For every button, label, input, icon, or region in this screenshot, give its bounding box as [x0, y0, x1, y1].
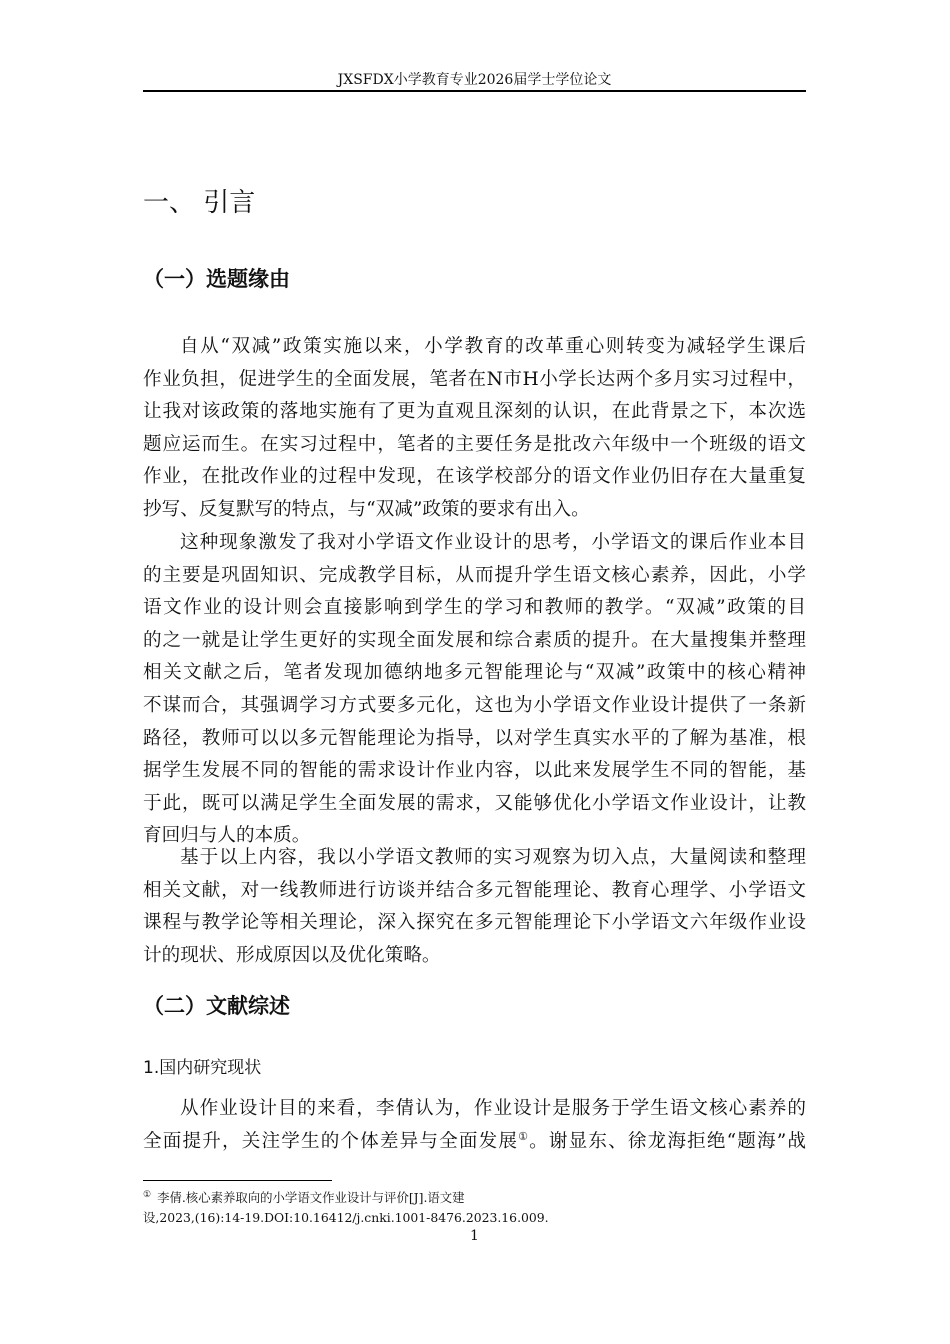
text-line: 作业负担，促进学生的全面发展，笔者在N市H小学长达两个多月实习过程中， — [143, 368, 806, 390]
footnote-text: 李倩.核心素养取向的小学语文作业设计与评价[J].语文建 — [157, 1190, 465, 1205]
page-number: 1 — [470, 1228, 479, 1244]
text-line: 题应运而生。在实习过程中，笔者的主要任务是批改六年级中一个班级的语文 — [143, 433, 806, 455]
text-line: 抄写、反复默写的特点，与“双减”政策的要求有出入。 — [143, 498, 590, 520]
text-line: 的主要是巩固知识、完成教学目标，从而提升学生语文核心素养，因此，小学 — [143, 564, 806, 586]
paragraph-topic-origin-2 — [143, 527, 806, 853]
footnote-mark: ① — [143, 1189, 152, 1200]
subsection-title-domestic-research: 1.国内研究现状 — [143, 1058, 262, 1078]
footnote — [143, 1188, 806, 1228]
text-line: 相关文献之后，笔者发现加德纳地多元智能理论与“双减”政策中的核心精神 — [143, 662, 806, 684]
footnote-line — [143, 1188, 806, 1208]
running-header: JXSFDX小学教育专业2026届学士学位论文 — [337, 72, 612, 88]
text-line: 育回归与人的本质。 — [143, 825, 311, 847]
text-line: 基于以上内容，我以小学语文教师的实习观察为切入点，大量阅读和整理 — [180, 847, 806, 868]
text-line: 计的现状、形成原因以及优化策略。 — [143, 944, 441, 966]
header-rule — [143, 90, 806, 92]
text-line: 语文作业的设计则会直接影响到学生的学习和教师的教学。“双减”政策的目 — [143, 597, 806, 619]
text-line: 课程与教学论等相关理论，深入探究在多元智能理论下小学语文六年级作业设 — [143, 912, 806, 934]
text-line: 不谋而合，其强调学习方式要多元化，这也为小学语文作业设计提供了一条新 — [143, 694, 806, 716]
text-line: 自从“双减”政策实施以来，小学教育的改革重心则转变为减轻学生课后 — [180, 336, 806, 357]
text-fragment: 全面提升，关注学生的个体差异与全面发展 — [143, 1130, 519, 1152]
section-title-literature-review: （二）文献综述 — [143, 994, 290, 1018]
paragraph-topic-origin-3 — [143, 842, 806, 972]
footnote-reference: ① — [518, 1129, 530, 1143]
section-title-topic-origin: （一）选题缘由 — [143, 267, 290, 291]
text-line: 路径，教师可以以多元智能理论为指导，以对学生真实水平的了解为基准，根 — [143, 727, 806, 749]
text-line: 相关文献，对一线教师进行访谈并结合多元智能理论、教育心理学、小学语文 — [143, 879, 806, 901]
text-line: 从作业设计目的来看，李倩认为，作业设计是服务于学生语文核心素养的 — [180, 1098, 806, 1119]
text-line: 的之一就是让学生更好的实现全面发展和综合素质的提升。在大量搜集并整理 — [143, 629, 806, 651]
text-line: 让我对该政策的落地实施有了更为直观且深刻的认识，在此背景之下，本次选 — [143, 401, 806, 423]
paragraph-topic-origin-1 — [143, 331, 806, 527]
text-fragment: 。谢显东、徐龙海拒绝“题海”战 — [529, 1130, 806, 1152]
paragraph-domestic-research — [143, 1093, 806, 1158]
text-line: 于此，既可以满足学生全面发展的需求，又能够优化小学语文作业设计，让教 — [143, 792, 806, 814]
text-line: 据学生发展不同的智能的需求设计作业内容，以此来发展学生不同的智能，基 — [143, 760, 806, 782]
text-line: 这种现象激发了我对小学语文作业设计的思考，小学语文的课后作业本目 — [180, 532, 806, 553]
footnote-rule — [143, 1180, 332, 1181]
chapter-title: 一、 引言 — [143, 188, 256, 218]
text-line: 作业，在批改作业的过程中发现，在该学校部分的语文作业仍旧存在大量重复 — [143, 466, 806, 488]
footnote-line: 设,2023,(16):14-19.DOI:10.16412/j.cnki.1001-8476.2023.16.009. — [143, 1210, 549, 1225]
text-line — [143, 1126, 806, 1159]
